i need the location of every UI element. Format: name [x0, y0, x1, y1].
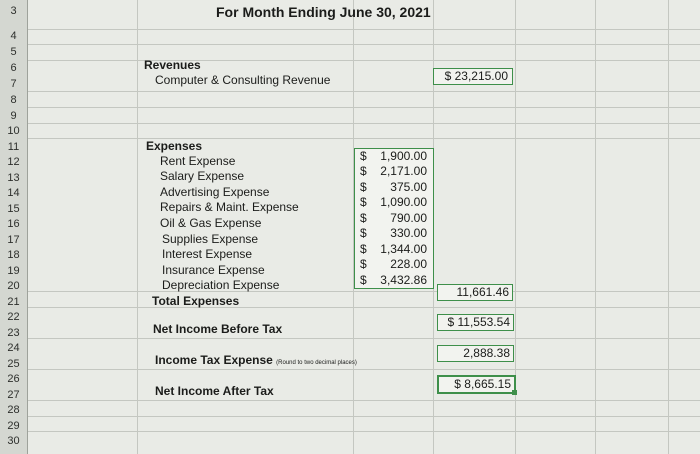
- expense-amount-cell[interactable]: [356, 211, 431, 226]
- row-divider: [27, 431, 700, 432]
- expense-label[interactable]: Salary Expense: [160, 169, 245, 183]
- expense-amount-cell[interactable]: [356, 195, 431, 210]
- row-number[interactable]: 15: [7, 203, 20, 215]
- expense-label[interactable]: Repairs & Maint. Expense: [160, 200, 299, 214]
- expense-label[interactable]: Interest Expense: [162, 247, 253, 261]
- row-number[interactable]: 6: [10, 62, 17, 74]
- column-divider: [137, 0, 138, 454]
- row-number[interactable]: 5: [10, 46, 17, 58]
- row-number[interactable]: 9: [10, 110, 17, 122]
- row-divider: [27, 338, 700, 339]
- currency-symbol: $: [360, 195, 367, 209]
- expense-amount-cell[interactable]: [356, 242, 431, 257]
- row-divider: [27, 138, 700, 139]
- row-number[interactable]: 19: [7, 265, 20, 277]
- currency-symbol: $: [360, 273, 367, 287]
- expense-amount-cell[interactable]: [356, 226, 431, 241]
- currency-symbol: $: [360, 242, 367, 256]
- row-divider: [27, 44, 700, 45]
- row-number[interactable]: 29: [7, 420, 20, 432]
- row-divider: [27, 416, 700, 417]
- expense-amount-cell[interactable]: [356, 257, 431, 272]
- expense-amount: 1,090.00: [380, 195, 427, 209]
- row-number[interactable]: 21: [7, 296, 20, 308]
- row-number[interactable]: 26: [7, 373, 20, 385]
- currency-symbol: $: [360, 180, 367, 194]
- currency-symbol: $: [360, 149, 367, 163]
- row-divider: [27, 123, 700, 124]
- expense-amount: 2,171.00: [380, 164, 427, 178]
- expense-label[interactable]: Supplies Expense: [162, 232, 259, 246]
- expense-amount: 1,900.00: [380, 149, 427, 163]
- total-expenses-amount: 11,661.46: [456, 285, 509, 299]
- expense-label[interactable]: Insurance Expense: [162, 263, 265, 277]
- fill-handle[interactable]: [512, 390, 517, 395]
- expense-amount: 3,432.86: [380, 273, 427, 287]
- row-number[interactable]: 18: [7, 249, 20, 261]
- statement-title[interactable]: For Month Ending June 30, 2021: [216, 4, 431, 20]
- column-divider: [668, 0, 669, 454]
- expense-amount: 375.00: [390, 180, 427, 194]
- currency-symbol: $: [360, 257, 367, 271]
- row-number[interactable]: 14: [7, 187, 20, 199]
- row-number[interactable]: 20: [7, 280, 20, 292]
- net-income-after-tax-amount: $ 8,665.15: [454, 377, 511, 391]
- net-income-before-tax-label[interactable]: Net Income Before Tax: [153, 322, 283, 336]
- total-expenses-cell[interactable]: [437, 284, 513, 301]
- row-number[interactable]: 4: [10, 30, 17, 42]
- row-number[interactable]: 25: [7, 358, 20, 370]
- row-number[interactable]: 13: [7, 172, 20, 184]
- total-expenses-label[interactable]: Total Expenses: [152, 294, 240, 308]
- expense-amount: 330.00: [390, 226, 427, 240]
- expense-amount-cell[interactable]: [356, 149, 431, 164]
- row-number[interactable]: 24: [7, 342, 20, 354]
- income-tax-amount: 2,888.38: [463, 346, 510, 360]
- net-income-after-tax-cell[interactable]: [437, 375, 516, 394]
- revenue-cell[interactable]: [433, 68, 513, 85]
- row-number[interactable]: 8: [10, 94, 17, 106]
- row-divider: [27, 29, 700, 30]
- row-number[interactable]: 10: [7, 125, 20, 137]
- expense-amount-cell[interactable]: [356, 273, 431, 288]
- revenue-label[interactable]: Computer & Consulting Revenue: [155, 73, 331, 87]
- currency-symbol: $: [360, 164, 367, 178]
- net-income-before-tax-cell[interactable]: [437, 314, 514, 331]
- net-income-before-tax-amount: $ 11,553.54: [447, 315, 510, 329]
- expenses-heading[interactable]: Expenses: [146, 139, 203, 153]
- row-divider: [27, 91, 700, 92]
- row-number[interactable]: 12: [7, 156, 20, 168]
- revenues-heading[interactable]: Revenues: [144, 58, 201, 72]
- expense-amount: 790.00: [390, 211, 427, 225]
- column-divider: [595, 0, 596, 454]
- row-number[interactable]: 17: [7, 234, 20, 246]
- expense-amount-cell[interactable]: [356, 164, 431, 179]
- row-header-column: [0, 0, 28, 454]
- revenue-amount: $ 23,215.00: [444, 69, 508, 83]
- expense-label[interactable]: Oil & Gas Expense: [160, 216, 262, 230]
- expense-amount: 1,344.00: [380, 242, 427, 256]
- expense-amount-cell[interactable]: [356, 180, 431, 195]
- row-number[interactable]: 23: [7, 327, 20, 339]
- income-tax-text: Income Tax Expense: [155, 353, 273, 367]
- row-number[interactable]: 7: [10, 78, 17, 90]
- net-income-after-tax-label[interactable]: Net Income After Tax: [155, 384, 274, 398]
- row-number[interactable]: 22: [7, 311, 20, 323]
- row-number[interactable]: 11: [7, 141, 20, 153]
- row-number[interactable]: 30: [7, 435, 20, 447]
- income-tax-cell[interactable]: [437, 345, 514, 362]
- row-number[interactable]: 3: [10, 5, 17, 17]
- row-number[interactable]: 28: [7, 404, 20, 416]
- row-divider: [27, 307, 700, 308]
- expense-label[interactable]: Advertising Expense: [160, 185, 270, 199]
- row-divider: [27, 400, 700, 401]
- expense-label[interactable]: Depreciation Expense: [162, 278, 280, 292]
- row-divider: [27, 291, 700, 292]
- row-divider: [27, 60, 700, 61]
- rounding-note: (Round to two decimal places): [276, 360, 357, 366]
- currency-symbol: $: [360, 226, 367, 240]
- income-tax-label[interactable]: [155, 353, 357, 370]
- row-number[interactable]: 16: [7, 218, 20, 230]
- row-divider: [27, 369, 700, 370]
- currency-symbol: $: [360, 211, 367, 225]
- expense-amount: 228.00: [390, 257, 427, 271]
- row-divider: [27, 107, 700, 108]
- expense-label[interactable]: Rent Expense: [160, 154, 236, 168]
- row-number[interactable]: 27: [7, 389, 20, 401]
